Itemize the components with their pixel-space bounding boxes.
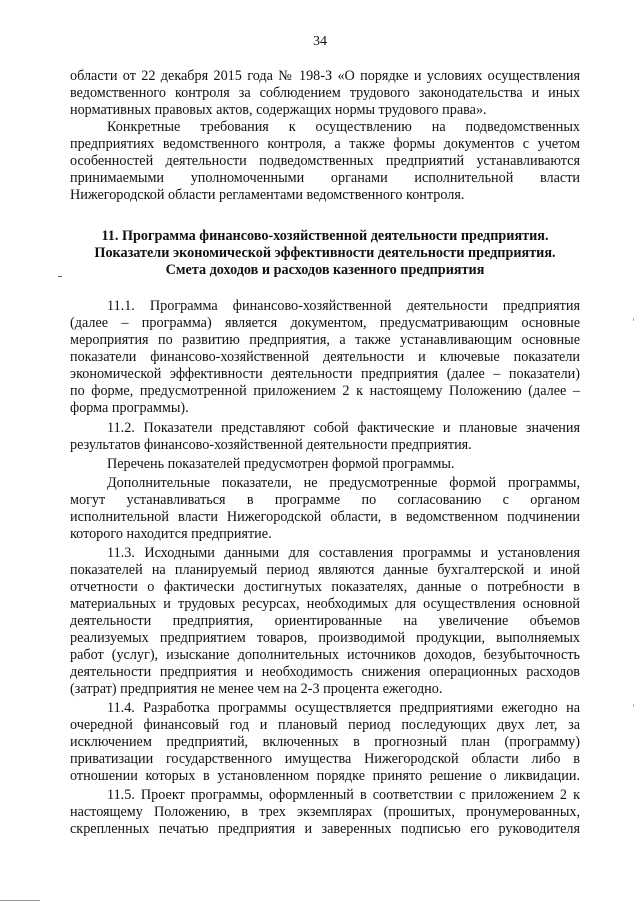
scan-artifact	[633, 704, 634, 707]
text-line: очередной финансовый год и плановый период последующих двух лет, за	[70, 717, 580, 733]
text-line: 11.1. Программа финансово-хозяйственной деятельности предприятия	[107, 298, 580, 314]
text-line: работ (услуг), изыскание дополнительных источников доходов, безубыточность	[70, 647, 580, 663]
scan-artifact	[0, 900, 40, 901]
text-line: нормативных правовых актов, содержащих нормы трудового права».	[70, 102, 487, 118]
text-line: реализуемых предприятием товаров, производимой продукции, выполняемых	[70, 630, 580, 646]
text-line: 11.5. Проект программы, оформленный в соответствии с приложением 2 к	[107, 787, 580, 803]
text-line: предприятиях ведомственного контроля, а также формы документов с учетом	[70, 136, 580, 152]
text-line: по форме, предусмотренной приложением 2 к настоящему Положению (далее –	[70, 383, 580, 399]
text-line: (далее – программа) является документом, предусматривающим основные	[70, 315, 580, 331]
scan-artifact	[633, 318, 634, 321]
text-line: результатов финансово-хозяйственной деятельности предприятия.	[70, 437, 472, 453]
margin-mark	[58, 276, 62, 277]
text-line: особенностей деятельности подведомственных предприятий устанавливаются	[70, 153, 580, 169]
section-heading-line: Смета доходов и расходов казенного предприятия	[165, 262, 485, 278]
text-line: могут устанавливаться в программе по согласованию с органом	[70, 492, 580, 508]
text-line: деятельности предприятия и необходимость снижения операционных расходов	[70, 664, 580, 680]
text-line: деятельности предприятия, ориентированные на увеличение объемов	[70, 613, 580, 629]
text-line: приватизации государственного имущества Нижегородской области либо в	[70, 751, 580, 767]
text-line: ведомственного контроля за соблюдением трудового законодательства и иных	[70, 85, 580, 101]
text-line: (затрат) предприятия не менее чем на 2-3 процента ежегодно.	[70, 681, 443, 697]
text-line: Перечень показателей предусмотрен формой программы.	[107, 456, 455, 472]
text-line: 11.3. Исходными данными для составления программы и установления	[107, 545, 580, 561]
text-line: Конкретные требования к осуществлению на подведомственных	[107, 119, 580, 135]
text-line: скрепленных печатью предприятия и заверенных подписью его руководителя	[70, 821, 580, 837]
text-line: отношении которых в установленном порядке принято решение о ликвидации.	[70, 768, 580, 784]
text-line: исполнительной власти Нижегородской области, в ведомственном подчинении	[70, 509, 580, 525]
text-line: области от 22 декабря 2015 года № 198-З «О порядке и условиях осуществления	[70, 68, 580, 84]
text-line: Нижегородской области регламентами ведомственного контроля.	[70, 187, 465, 203]
section-heading-line: 11. Программа финансово-хозяйственной деятельности предприятия.	[101, 228, 549, 244]
text-line: принимаемыми уполномоченными органами исполнительной власти	[70, 170, 580, 186]
text-line: показатели финансово-хозяйственной деятельности и ключевые показатели	[70, 349, 580, 365]
text-line: экономической эффективности деятельности предприятия (далее – показатели)	[70, 366, 580, 382]
text-line: 11.4. Разработка программы осуществляется предприятиями ежегодно на	[107, 700, 580, 716]
page-number: 34	[313, 34, 327, 49]
text-line: мероприятия по развитию предприятия, а также устанавливающим основные	[70, 332, 580, 348]
text-line: исключением предприятий, включенных в прогнозный план (программу)	[70, 734, 580, 750]
text-line: форма программы).	[70, 400, 189, 416]
text-line: которого находится предприятие.	[70, 526, 272, 542]
text-line: материальных и трудовых ресурсах, необходимых для осуществления основной	[70, 596, 580, 612]
text-line: 11.2. Показатели представляют собой фактические и плановые значения	[107, 420, 580, 436]
text-line: настоящему Положению, в трех экземплярах (прошитых, пронумерованных,	[70, 804, 580, 820]
section-heading-line: Показатели экономической эффективности деятельности предприятия.	[94, 245, 556, 261]
text-line: показателей на планируемый период являются данные бухгалтерской и иной	[70, 562, 580, 578]
text-line: отчетности о фактически достигнутых показателях, данные о потребности в	[70, 579, 580, 595]
text-line: Дополнительные показатели, не предусмотренные формой программы,	[107, 475, 580, 491]
